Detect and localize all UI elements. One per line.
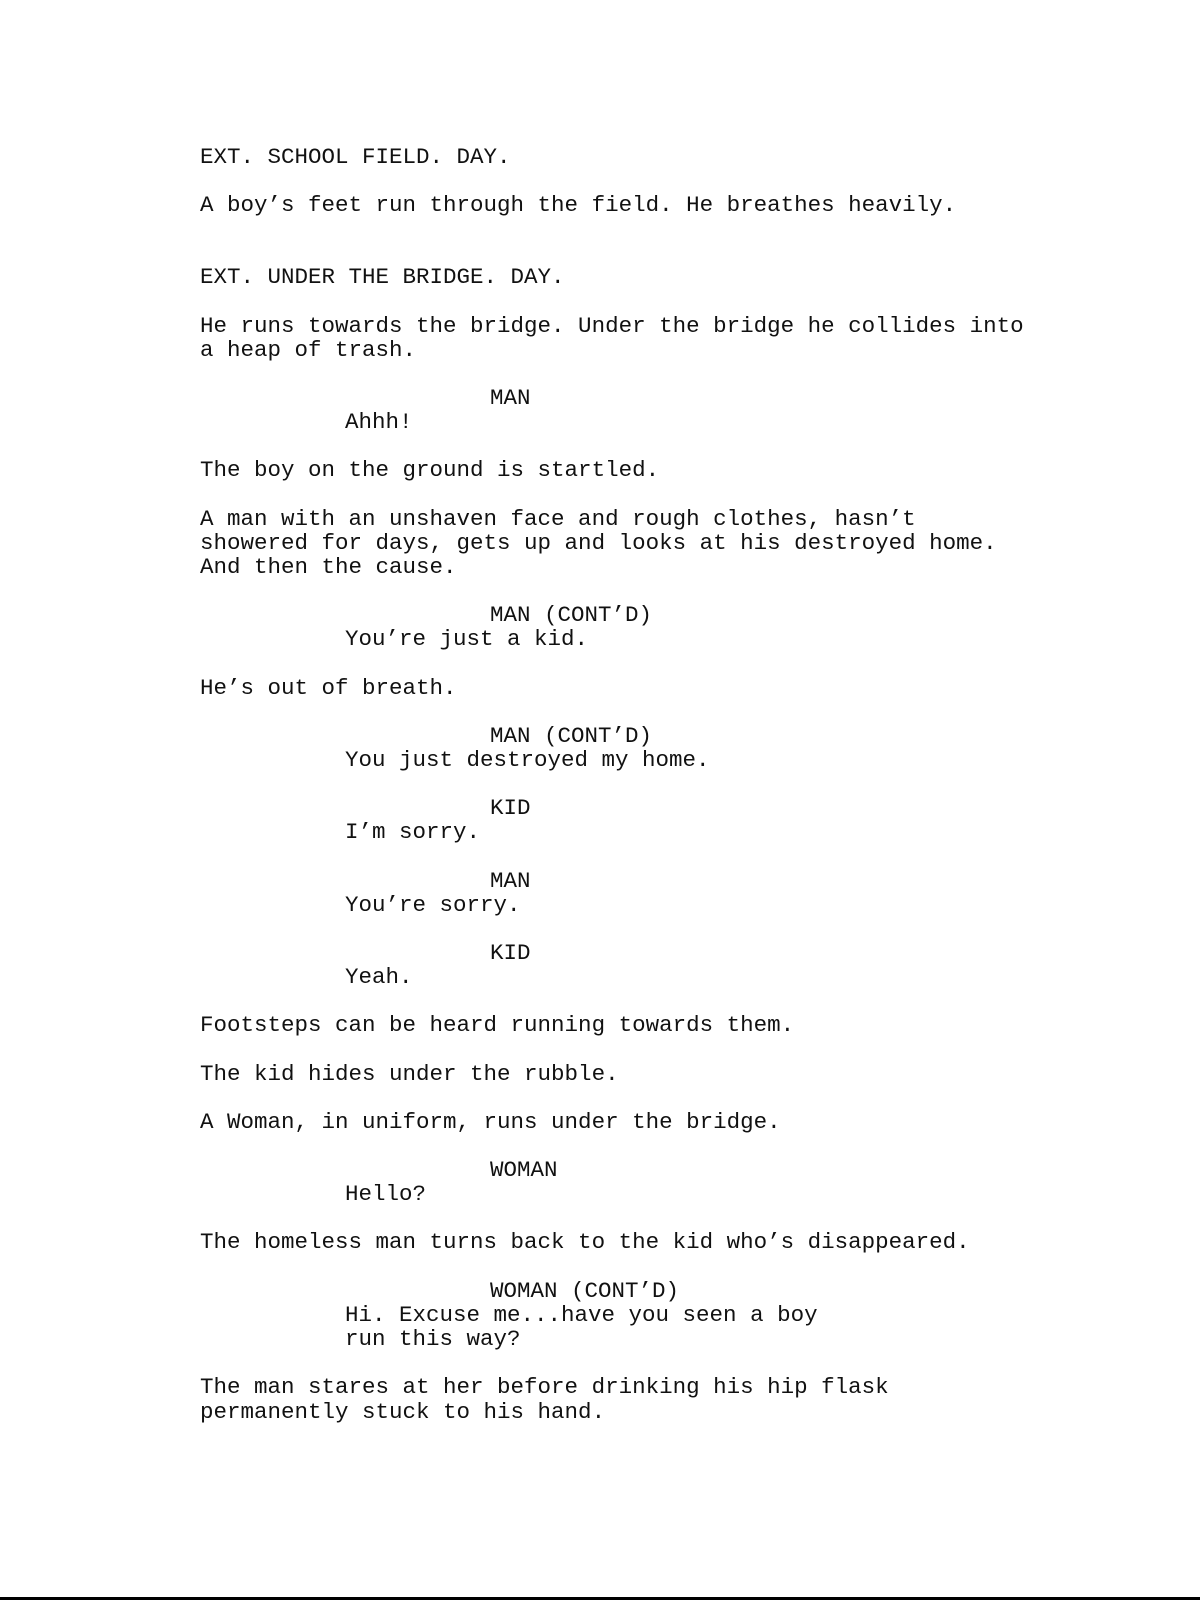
dialogue-line: I’m sorry. [345, 819, 481, 846]
character-name: WOMAN (CONT’D) [490, 1277, 680, 1304]
dialogue-line: Hello? [345, 1181, 427, 1208]
action-line: A boy’s feet run through the field. He breathes heavily. [200, 192, 957, 219]
dialogue-line: Hi. Excuse me...have you seen a boy run this way? [345, 1301, 818, 1353]
character-name: MAN [490, 867, 531, 894]
scene-heading: EXT. SCHOOL FIELD. DAY. [200, 144, 511, 170]
action-line: Footsteps can be heard running towards them. [200, 1012, 795, 1039]
character-name: WOMAN [490, 1157, 558, 1184]
action-line: The kid hides under the rubble. [200, 1060, 619, 1087]
dialogue-line: You’re sorry. [345, 891, 521, 918]
action-line: He runs towards the bridge. Under the bridge he collides into a heap of trash. [200, 312, 1024, 363]
character-name: KID [490, 795, 531, 822]
action-line: A man with an unshaven face and rough clothes, hasn’t showered for days, gets up and looks at his destroyed home. And then the cause. [200, 505, 997, 581]
action-line: The homeless man turns back to the kid who’s disappeared. [200, 1229, 970, 1256]
dialogue-line: You just destroyed my home. [345, 747, 710, 774]
action-line: The man stares at her before drinking his hip flask permanently stuck to his hand. [200, 1374, 889, 1425]
scene-heading: EXT. UNDER THE BRIDGE. DAY. [200, 264, 565, 291]
character-name: MAN (CONT’D) [490, 722, 653, 749]
character-name: KID [490, 940, 531, 967]
action-line: A Woman, in uniform, runs under the bridge. [200, 1108, 781, 1135]
dialogue-line: Yeah. [345, 964, 413, 991]
action-line: The boy on the ground is startled. [200, 457, 660, 484]
dialogue-line: You’re just a kid. [345, 626, 589, 653]
dialogue-line: Ahhh! [345, 409, 413, 436]
action-line: He’s out of breath. [200, 674, 457, 701]
screenplay-body [200, 145, 1100, 1424]
character-name: MAN (CONT’D) [490, 602, 653, 629]
character-name: MAN [490, 385, 531, 412]
